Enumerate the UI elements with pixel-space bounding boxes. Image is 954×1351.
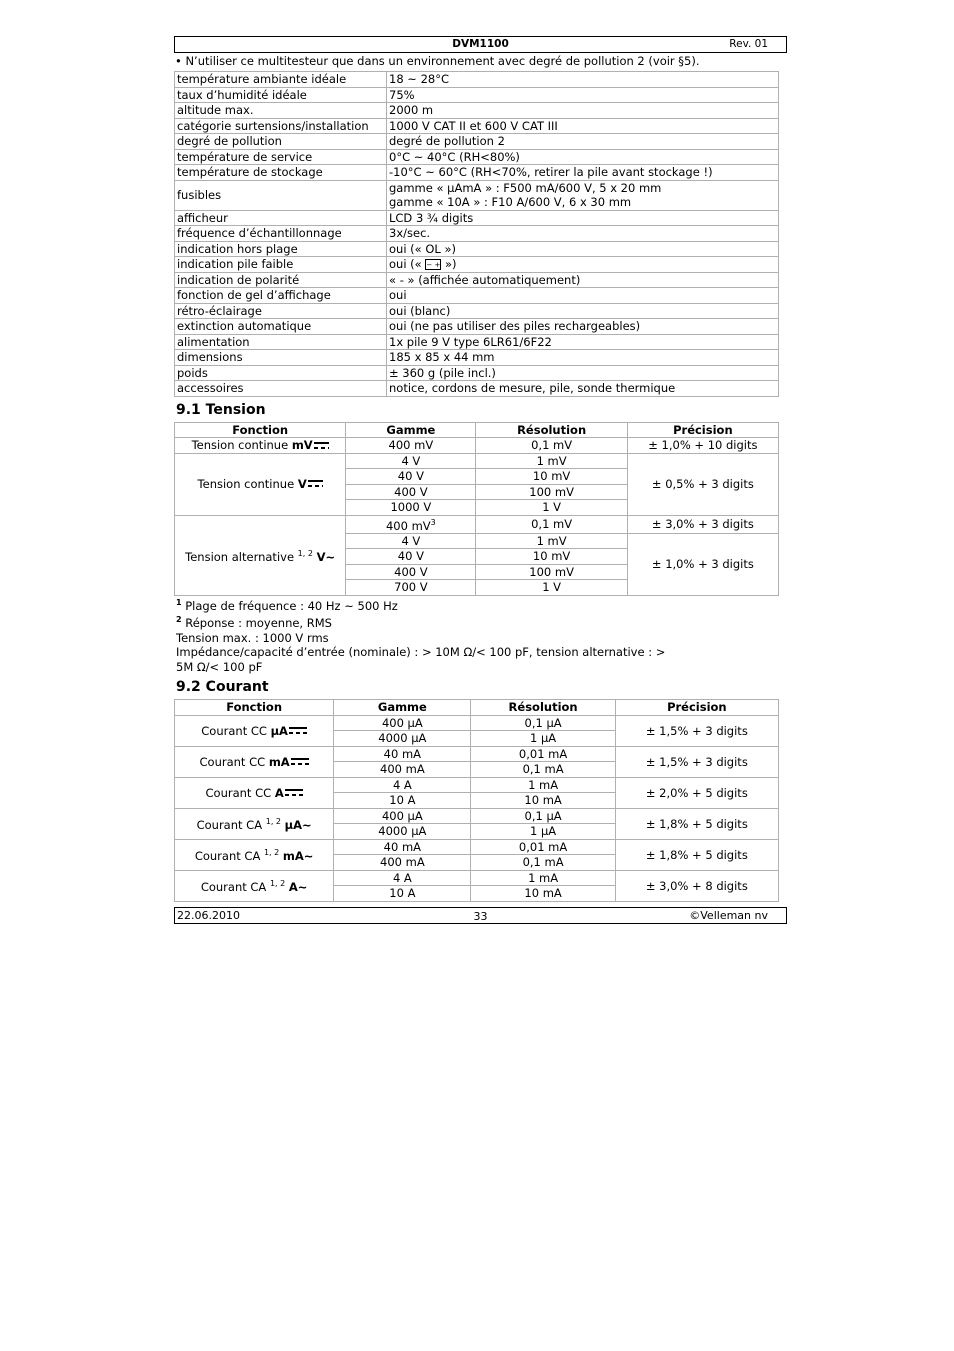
- resolution-cell: 1 mV: [476, 453, 627, 469]
- footnote-ref: 1, 2: [263, 848, 280, 858]
- spec-row: [175, 272, 779, 288]
- range-cell: 4000 µA: [334, 824, 471, 840]
- spec-label: catégorie surtensions/installation: [175, 118, 387, 134]
- function-label: Courant CA: [200, 880, 270, 895]
- spec-row: [175, 134, 779, 150]
- table-row: [175, 870, 779, 886]
- resolution-cell: 100 mV: [476, 484, 627, 500]
- resolution-cell: 1 mV: [476, 533, 627, 549]
- precision-cell: ± 0,5% + 3 digits: [627, 453, 778, 515]
- spec-row: [175, 87, 779, 103]
- spec-label: extinction automatique: [175, 319, 387, 335]
- spec-value-text: 1x pile 9 V type 6LR61/6F22: [389, 334, 552, 349]
- col-resolution: Résolution: [471, 700, 615, 716]
- resolution-cell: 10 mA: [471, 793, 615, 809]
- col-precision: Précision: [615, 700, 778, 716]
- dc-symbol-icon: [285, 789, 303, 797]
- note-2: [176, 613, 787, 630]
- function-label: Tension alternative: [185, 549, 298, 564]
- spec-value: [387, 165, 779, 181]
- resolution-cell: 10 mV: [476, 469, 627, 485]
- spec-row: [175, 381, 779, 397]
- spec-label: alimentation: [175, 334, 387, 350]
- precision-cell: ± 1,8% + 5 digits: [615, 839, 778, 870]
- precision-cell: ± 1,0% + 3 digits: [627, 533, 778, 595]
- table-header-row: [175, 422, 779, 438]
- spec-row: [175, 103, 779, 119]
- precision-cell: ± 1,0% + 10 digits: [627, 438, 778, 454]
- unit-label: V: [297, 476, 307, 491]
- range-cell: 400 V: [346, 564, 476, 580]
- spec-label: température de stockage: [175, 165, 387, 181]
- footnote-mark: 2: [176, 615, 182, 625]
- range-cell: 40 V: [346, 469, 476, 485]
- resolution-cell: 100 mV: [476, 564, 627, 580]
- spec-row: [175, 257, 779, 273]
- resolution-cell: 0,1 µA: [471, 808, 615, 824]
- range-cell: 400 mA: [334, 855, 471, 871]
- spec-value: [387, 365, 779, 381]
- precision-cell: ± 3,0% + 3 digits: [627, 515, 778, 533]
- resolution-cell: 1 µA: [471, 824, 615, 840]
- resolution-cell: 1 mA: [471, 870, 615, 886]
- note-4: Impédance/capacité d’entrée (nominale) : > 10M Ω/< 100 pF, tension alternative : >: [176, 645, 666, 660]
- resolution-cell: 1 mA: [471, 777, 615, 793]
- footnote-ref: 1, 2: [265, 817, 281, 827]
- spec-label: température ambiante idéale: [175, 72, 387, 88]
- spec-row: [175, 303, 779, 319]
- footer-copyright: ©Velleman nv: [689, 908, 768, 922]
- intro-bullet: • N’utiliser ce multitesteur que dans un environnement avec degré de pollution 2 (voir §5).: [175, 54, 700, 68]
- function-label: Courant CC: [201, 723, 271, 738]
- unit-label: µA~: [284, 818, 312, 833]
- note-3: Tension max. : 1000 V rms: [176, 630, 329, 645]
- spec-value-text: oui: [389, 288, 407, 302]
- spec-label: indication hors plage: [175, 241, 387, 257]
- courant-table: [174, 699, 779, 902]
- page-number: 33: [473, 909, 488, 923]
- note-text: Réponse : moyenne, RMS: [181, 616, 332, 631]
- page-header: [174, 36, 787, 53]
- intro-bullet-text: N’utiliser ce multitesteur que dans un environnement avec degré de pollution 2 (voir §5).: [185, 54, 700, 68]
- tension-table: [174, 422, 779, 596]
- spec-value-text: 3x/sec.: [389, 226, 431, 240]
- precision-cell: ± 1,5% + 3 digits: [615, 715, 778, 746]
- function-label: Courant CA: [196, 818, 266, 833]
- function-label: Courant CC: [205, 785, 275, 800]
- spec-row: [175, 226, 779, 242]
- spec-label: poids: [175, 365, 387, 381]
- spec-label: altitude max.: [175, 103, 387, 119]
- spec-value: [387, 241, 779, 257]
- spec-value: [387, 303, 779, 319]
- spec-value: [387, 350, 779, 366]
- unit-label: mA: [268, 754, 290, 769]
- resolution-cell: 0,01 mA: [471, 839, 615, 855]
- spec-value-text: »): [441, 257, 457, 271]
- resolution-cell: 0,01 mA: [471, 746, 615, 762]
- footnote-ref: 1, 2: [269, 879, 286, 889]
- spec-row: [175, 319, 779, 335]
- function-cell: [175, 777, 334, 808]
- table-header-row: [175, 700, 779, 716]
- precision-cell: ± 1,8% + 5 digits: [615, 808, 778, 839]
- unit-label: µA: [270, 723, 288, 738]
- footnote-ref: 1, 2: [297, 548, 313, 558]
- table-row: [175, 515, 779, 533]
- spec-row: [175, 72, 779, 88]
- spec-label: indication de polarité: [175, 272, 387, 288]
- spec-value-text: oui (blanc): [389, 303, 451, 318]
- function-cell: [175, 808, 334, 839]
- dc-symbol-icon: [289, 727, 307, 735]
- page-footer: [174, 907, 787, 924]
- spec-value-text: gamme « 10A » : F10 A/600 V, 6 x 30 mm: [389, 195, 632, 209]
- table-row: [175, 715, 779, 731]
- spec-value: [387, 334, 779, 350]
- footnote-ref: 3: [430, 517, 436, 527]
- spec-row: [175, 165, 779, 181]
- resolution-cell: 1 V: [476, 500, 627, 516]
- precision-cell: ± 1,5% + 3 digits: [615, 746, 778, 777]
- spec-value-text: 2000 m: [389, 103, 434, 117]
- spec-value: [387, 288, 779, 304]
- spec-row: [175, 118, 779, 134]
- function-label: Tension continue: [191, 438, 292, 452]
- spec-label: afficheur: [175, 210, 387, 226]
- range-cell: 40 mA: [334, 746, 471, 762]
- section-title-courant: 9.2 Courant: [176, 679, 269, 696]
- note-5: 5M Ω/< 100 pF: [176, 659, 263, 674]
- resolution-cell: 10 mA: [471, 886, 615, 902]
- range-cell: 4 A: [334, 870, 471, 886]
- col-fonction: Fonction: [175, 422, 346, 438]
- range-cell: 400 µA: [334, 715, 471, 731]
- spec-label: indication pile faible: [175, 257, 387, 273]
- spec-row: [175, 180, 779, 210]
- spec-row: [175, 241, 779, 257]
- spec-label: dimensions: [175, 350, 387, 366]
- spec-label: taux d’humidité idéale: [175, 87, 387, 103]
- unit-label: A: [274, 785, 284, 800]
- function-label: Courant CC: [199, 754, 269, 769]
- resolution-cell: 0,1 µA: [471, 715, 615, 731]
- unit-label: V~: [316, 549, 336, 564]
- function-cell: [175, 438, 346, 454]
- spec-value-text: -10°C ~ 60°C (RH<70%, retirer la pile avant stockage !): [389, 165, 713, 179]
- range-cell: 4000 µA: [334, 731, 471, 747]
- spec-value: [387, 87, 779, 103]
- range-cell: 400 mA: [334, 762, 471, 778]
- spec-value-text: 1000 V CAT II et 600 V CAT III: [389, 118, 558, 133]
- function-cell: [175, 746, 334, 777]
- spec-row: [175, 334, 779, 350]
- table-row: [175, 808, 779, 824]
- spec-label: fusibles: [175, 180, 387, 210]
- spec-value-text: LCD 3 ¾ digits: [389, 210, 474, 225]
- tension-notes: [176, 596, 787, 675]
- spec-value-text: 75%: [389, 87, 415, 102]
- range-cell: 400 V: [346, 484, 476, 500]
- footnote-mark: 1: [176, 597, 182, 607]
- spec-value-text: ± 360 g (pile incl.): [389, 365, 496, 380]
- unit-label: mV: [291, 438, 313, 452]
- spec-value-text: notice, cordons de mesure, pile, sonde thermique: [389, 381, 676, 395]
- resolution-cell: 0,1 mV: [476, 438, 627, 454]
- range-value: 400 mV: [385, 518, 431, 533]
- col-resolution: Résolution: [476, 422, 627, 438]
- table-row: [175, 453, 779, 469]
- spec-value: [387, 210, 779, 226]
- spec-value: [387, 272, 779, 288]
- spec-row: [175, 149, 779, 165]
- unit-label: A~: [288, 880, 308, 895]
- spec-value: [387, 319, 779, 335]
- note-text: Plage de fréquence : 40 Hz ~ 500 Hz: [181, 598, 398, 613]
- spec-row: [175, 350, 779, 366]
- function-cell: [175, 715, 334, 746]
- spec-label: rétro-éclairage: [175, 303, 387, 319]
- range-cell: 1000 V: [346, 500, 476, 516]
- range-cell: 4 A: [334, 777, 471, 793]
- function-label: Tension continue: [197, 476, 298, 491]
- table-row: [175, 777, 779, 793]
- spec-value-text: degré de pollution 2: [389, 134, 505, 148]
- spec-value-text: oui («: [389, 257, 426, 271]
- spec-label: température de service: [175, 149, 387, 165]
- function-cell: [175, 453, 346, 515]
- function-label: Courant CA: [194, 849, 264, 864]
- spec-value-text: 0°C ~ 40°C (RH<80%): [389, 149, 520, 164]
- resolution-cell: 0,1 mA: [471, 762, 615, 778]
- spec-value-text: 18 ~ 28°C: [389, 72, 449, 86]
- spec-label: degré de pollution: [175, 134, 387, 150]
- resolution-cell: 0,1 mA: [471, 855, 615, 871]
- spec-label: fonction de gel d’affichage: [175, 288, 387, 304]
- dc-symbol-icon: [291, 758, 309, 766]
- spec-row: [175, 365, 779, 381]
- unit-label: mA~: [282, 849, 314, 864]
- range-cell: 400 µA: [334, 808, 471, 824]
- spec-label: fréquence d’échantillonnage: [175, 226, 387, 242]
- resolution-cell: 1 µA: [471, 731, 615, 747]
- col-precision: Précision: [627, 422, 778, 438]
- resolution-cell: 10 mV: [476, 549, 627, 565]
- spec-value-text: gamme « µAmA » : F500 mA/600 V, 5 x 20 mm: [389, 180, 662, 195]
- spec-row: [175, 210, 779, 226]
- spec-value: [387, 72, 779, 88]
- range-cell: 4 V: [346, 453, 476, 469]
- range-cell: 700 V: [346, 580, 476, 596]
- range-cell: 10 A: [334, 886, 471, 902]
- spec-value: [387, 118, 779, 134]
- spec-value-text: oui (ne pas utiliser des piles rechargeables): [389, 319, 641, 333]
- spec-row: [175, 288, 779, 304]
- note-1: [176, 596, 787, 613]
- manual-page: [174, 36, 787, 924]
- range-cell: 400 mV: [346, 438, 476, 454]
- resolution-cell: 1 V: [476, 580, 627, 596]
- col-fonction: Fonction: [175, 700, 334, 716]
- model-name: DVM1100: [452, 38, 509, 50]
- spec-value: [387, 257, 779, 273]
- function-cell: [175, 870, 334, 901]
- spec-label: accessoires: [175, 381, 387, 397]
- spec-value-text: 185 x 85 x 44 mm: [389, 350, 495, 364]
- range-cell: 40 mA: [334, 839, 471, 855]
- revision: Rev. 01: [729, 38, 768, 50]
- range-cell: [346, 515, 476, 533]
- table-row: [175, 746, 779, 762]
- function-cell: [175, 839, 334, 870]
- precision-cell: ± 2,0% + 5 digits: [615, 777, 778, 808]
- range-cell: 40 V: [346, 549, 476, 565]
- footer-date: 22.06.2010: [177, 908, 240, 922]
- battery-icon: − +: [426, 261, 441, 269]
- table-row: [175, 839, 779, 855]
- spec-value: [387, 226, 779, 242]
- spec-value: [387, 149, 779, 165]
- spec-value-text: oui (« OL »): [389, 241, 456, 256]
- spec-value-text: « - » (affichée automatiquement): [389, 272, 581, 287]
- col-gamme: Gamme: [346, 422, 476, 438]
- precision-cell: ± 3,0% + 8 digits: [615, 870, 778, 901]
- spec-value: [387, 134, 779, 150]
- range-cell: 10 A: [334, 793, 471, 809]
- range-cell: 4 V: [346, 533, 476, 549]
- table-row: [175, 438, 779, 454]
- spec-value: [387, 180, 779, 210]
- function-cell: [175, 515, 346, 595]
- spec-value: [387, 103, 779, 119]
- dc-symbol-icon: [308, 480, 323, 488]
- spec-value: [387, 381, 779, 397]
- col-gamme: Gamme: [334, 700, 471, 716]
- resolution-cell: 0,1 mV: [476, 515, 627, 533]
- dc-symbol-icon: [314, 442, 329, 450]
- section-title-tension: 9.1 Tension: [176, 401, 266, 418]
- specs-table: [174, 71, 779, 397]
